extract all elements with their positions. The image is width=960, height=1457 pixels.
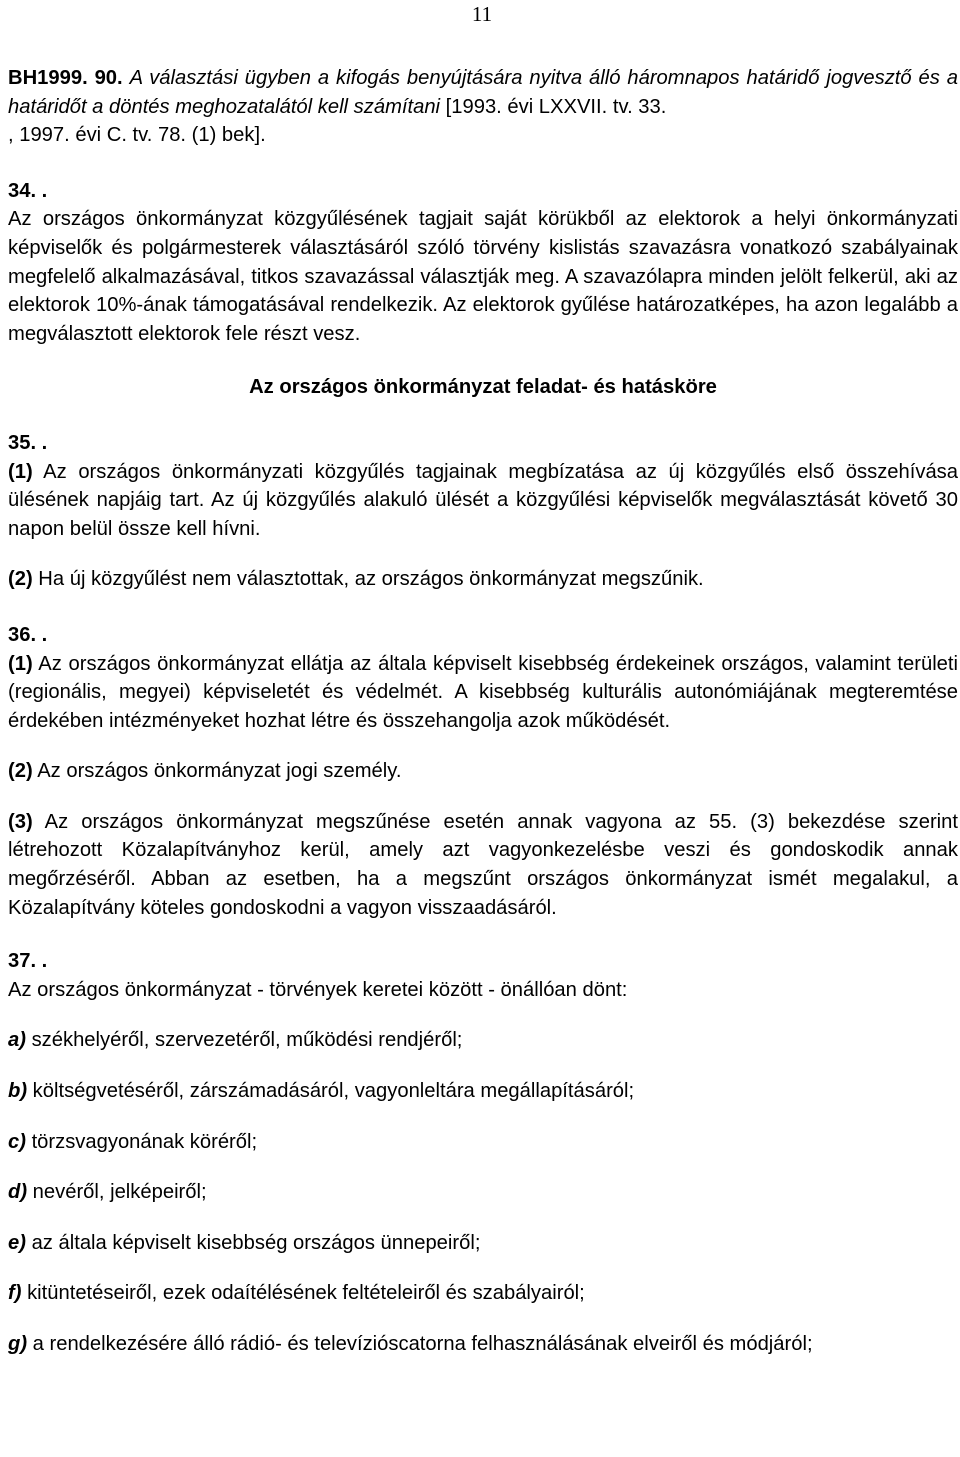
- court-decision-text: A választási ügyben a kifogás benyújtására nyitva álló háromnapos határidő jogvesztő és a határidőt a döntés meghozatalától kell számítani: [8, 67, 959, 118]
- list-item-text: költségvetéséről, zárszámadásáról, vagyonleltára megállapításáról;: [32, 1080, 635, 1103]
- list-item-text: kitüntetéseiről, ezek odaítélésének feltételeiről és szabályairól;: [27, 1282, 585, 1305]
- section-heading: Az országos önkormányzat feladat- és hatásköre: [249, 376, 717, 399]
- section-35-number: 35. .: [8, 431, 48, 454]
- list-item-text: az általa képviselt kisebbség országos ünnepeiről;: [31, 1231, 481, 1254]
- paragraph-label: (1): [8, 460, 33, 483]
- court-decision-citation-2: , 1997. évi C. tv. 78. (1) bek].: [8, 124, 266, 147]
- court-decision-summary: [8, 64, 958, 150]
- list-item-letter: e): [8, 1231, 26, 1254]
- list-item-d: [8, 1178, 958, 1207]
- list-item-e: [8, 1229, 958, 1258]
- list-item-f: [8, 1279, 958, 1308]
- section-35-paragraph-2: [8, 565, 958, 594]
- paragraph-label: (2): [8, 568, 33, 591]
- section-36-paragraph-1: [8, 650, 958, 736]
- paragraph-text: Az országos önkormányzat megszűnése esetén annak vagyona az 55. (3) bekezdése szerint létrehozott Közalapítványhoz kerül, amely azt vagyonkezelésbe veszi és gondoskodik annak megőrzéséről. Abban az esetben, ha a megszűnt országos önkormányzat ismét megalakul, a Közalapítvány köteles gondoskodni a vagyon visszaadásáról.: [8, 810, 958, 919]
- court-decision-ref: BH1999. 90.: [8, 67, 123, 89]
- list-item-letter: g): [8, 1333, 28, 1355]
- paragraph-label: (2): [8, 760, 33, 783]
- section-37-number: 37. .: [8, 950, 48, 973]
- list-item-letter: f): [8, 1282, 22, 1305]
- paragraph-label: (1): [8, 652, 33, 675]
- court-decision-citation-1: [1993. évi LXXVII. tv. 33.: [445, 95, 667, 118]
- list-item-a: [8, 1026, 958, 1055]
- section-36-paragraph-3: [8, 808, 958, 922]
- section-34-number: 34. .: [8, 179, 48, 202]
- section-36-number: 36. .: [8, 623, 48, 646]
- list-item-text: törzsvagyonának köréről;: [31, 1130, 258, 1153]
- list-item-text: nevéről, jelképeiről;: [32, 1181, 207, 1204]
- paragraph-text: Az országos önkormányzati közgyűlés tagjainak megbízatása az új közgyűlés első összehívása ülésének napjáig tart. Az új közgyűlés alakuló ülését a közgyűlési képviselők megválasztását követő 30 napon belül össze kell hívni.: [8, 460, 958, 540]
- page-number: 11: [471, 2, 493, 26]
- list-item-text: székhelyéről, szervezetéről, működési rendjéről;: [31, 1029, 463, 1052]
- list-item-b: [8, 1077, 958, 1106]
- list-item-text: a rendelkezésére álló rádió- és televízióscatorna felhasználásának elveiről és módjáról;: [32, 1333, 813, 1355]
- document-body: [8, 64, 958, 1359]
- list-item-g: [8, 1330, 958, 1359]
- section-34-text: Az országos önkormányzat közgyűlésének tagjait saját körükből az elektorok a helyi önkormányzati képviselők és polgármesterek választásáról szóló törvény kislistás szavazásra vonatkozó szabályainak megfelelő alkalmazásával, titkos szavazással választják meg. A szavazólapra minden jelölt felkerül, aki az elektorok 10%-ának támogatásával rendelkezik. Az elektorok gyűlése határozatképes, ha azon legalább a megválasztott elektorok fele részt vesz.: [8, 208, 958, 345]
- list-item-c: [8, 1128, 958, 1157]
- section-35-paragraph-1: [8, 458, 958, 544]
- paragraph-label: (3): [8, 810, 33, 833]
- list-item-letter: a): [8, 1029, 26, 1052]
- paragraph-text: Az országos önkormányzat jogi személy.: [37, 760, 402, 783]
- paragraph-text: Az országos önkormányzat ellátja az általa képviselt kisebbség érdekeinek országos, valamint területi (regionális, megyei) képviseletét és védelmét. A kisebbség kulturális autonómiájának megteremtése érdekében intézményeket hozhat létre és összehangolja azok működését.: [8, 652, 959, 732]
- paragraph-text: Ha új közgyűlést nem választottak, az országos önkormányzat megszűnik.: [38, 568, 704, 591]
- list-item-letter: d): [8, 1181, 28, 1204]
- section-36-paragraph-2: [8, 757, 958, 786]
- list-item-letter: b): [8, 1080, 28, 1103]
- list-item-letter: c): [8, 1130, 26, 1153]
- section-37-intro: Az országos önkormányzat - törvények keretei között - önállóan dönt:: [8, 978, 628, 1001]
